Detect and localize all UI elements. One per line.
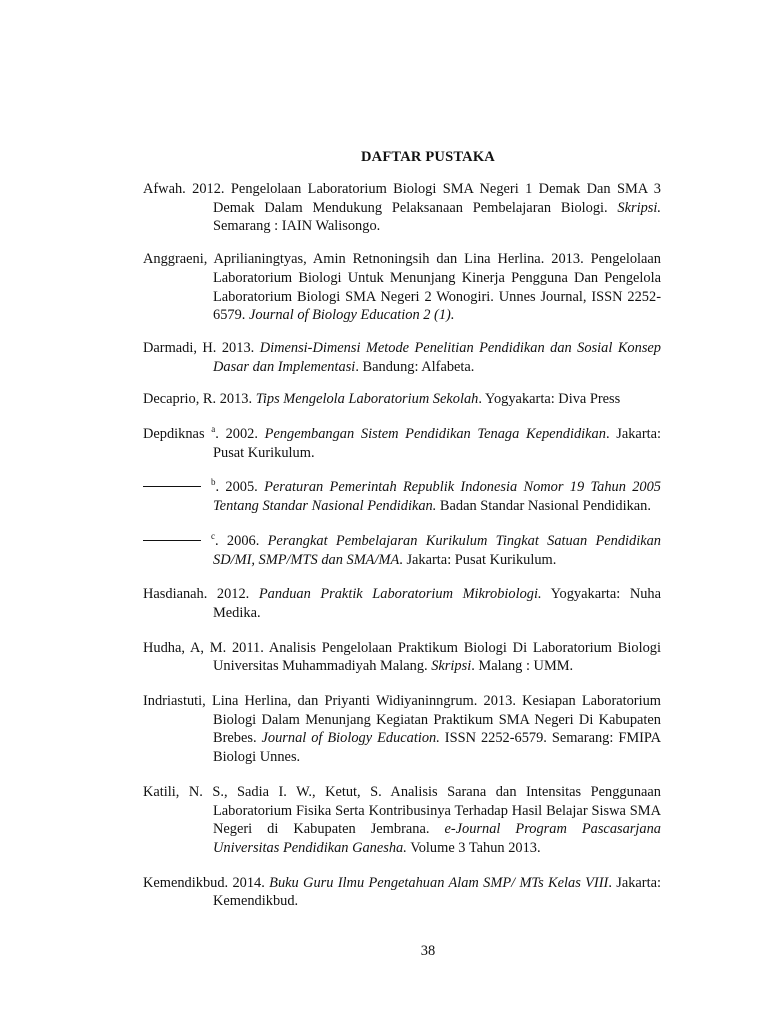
repeat-author-line: [143, 486, 201, 487]
page-title: DAFTAR PUSTAKA: [361, 149, 495, 165]
reference-item: Anggraeni, Aprilianingtyas, Amin Retnoningsih dan Lina Herlina. 2013. Pengelolaan Laboratorium Biologi Untuk Menunjang Kinerja Pengguna Dan Pengelola Laboratorium Biologi SMA Negeri 2 Wonogiri. Unnes Journal, ISSN 2252-6579. Journal of Biology Education 2 (1).: [143, 251, 661, 324]
repeat-author-line: [143, 540, 201, 541]
superscript-marker: a: [211, 424, 216, 435]
reference-list: [143, 180, 661, 925]
reference-item: Kemendikbud. 2014. Buku Guru Ilmu Pengetahuan Alam SMP/ MTs Kelas VIII. Jakarta: Kemendikbud.: [143, 874, 661, 910]
reference-item: Decaprio, R. 2013. Tips Mengelola Laboratorium Sekolah. Yogyakarta: Diva Press: [143, 391, 621, 408]
superscript-marker: b: [211, 477, 216, 488]
reference-item: Hasdianah. 2012. Panduan Praktik Laboratorium Mikrobiologi. Yogyakarta: Nuha Medika.: [143, 586, 661, 621]
reference-item: Depdiknas $^a$. 2002. Pengembangan Sistem Pendidikan Tenaga Kependidikan. Jakarta: Pusat Kurikulum.: [143, 424, 661, 461]
reference-item: Afwah. 2012. Pengelolaan Laboratorium Biologi SMA Negeri 1 Demak Dan SMA 3 Demak Dalam Mendukung Pelaksanaan Pembelajaran Biologi. Skripsi. Semarang : IAIN Walisongo.: [143, 181, 661, 235]
reference-item: Katili, N. S., Sadia I. W., Ketut, S. Analisis Sarana dan Intensitas Penggunaan Laboratorium Fisika Serta Kontribusinya Terhadap Hasil Belajar Siswa SMA Negeri di Kabupaten Jembrana. e-Journal Program Pascasarjana Universitas Pendidikan Ganesha. Volume 3 Tahun 2013.: [143, 783, 661, 856]
superscript-marker: c: [211, 530, 215, 541]
reference-item: $^b$. 2005. Peraturan Pemerintah Republik Indonesia Nomor 19 Tahun 2005 Tentang Standar Nasional Pendidikan. Badan Standar Nasional Pendidikan.: [143, 478, 661, 515]
reference-item: Darmadi, H. 2013. Dimensi-Dimensi Metode Penelitian Pendidikan dan Sosial Konsep Dasar dan Implementasi. Bandung: Alfabeta.: [143, 339, 661, 375]
page-number: 38: [420, 943, 436, 959]
reference-item: $^c$. 2006. Perangkat Pembelajaran Kurikulum Tingkat Satuan Pendidikan SD/MI, SMP/MTS dan SMA/MA. Jakarta: Pusat Kurikulum.: [143, 532, 661, 569]
reference-item: Hudha, A, M. 2011. Analisis Pengelolaan Praktikum Biologi Di Laboratorium Biologi Universitas Muhammadiyah Malang. Skripsi. Malang : UMM.: [143, 639, 661, 675]
reference-item: Indriastuti, Lina Herlina, dan Priyanti Widiyaninngrum. 2013. Kesiapan Laboratorium Biologi Dalam Menunjang Kegiatan Praktikum SMA Negeri Di Kabupaten Brebes. Journal of Biology Education. ISSN 2252-6579. Semarang: FMIPA Biologi Unnes.: [143, 693, 661, 766]
